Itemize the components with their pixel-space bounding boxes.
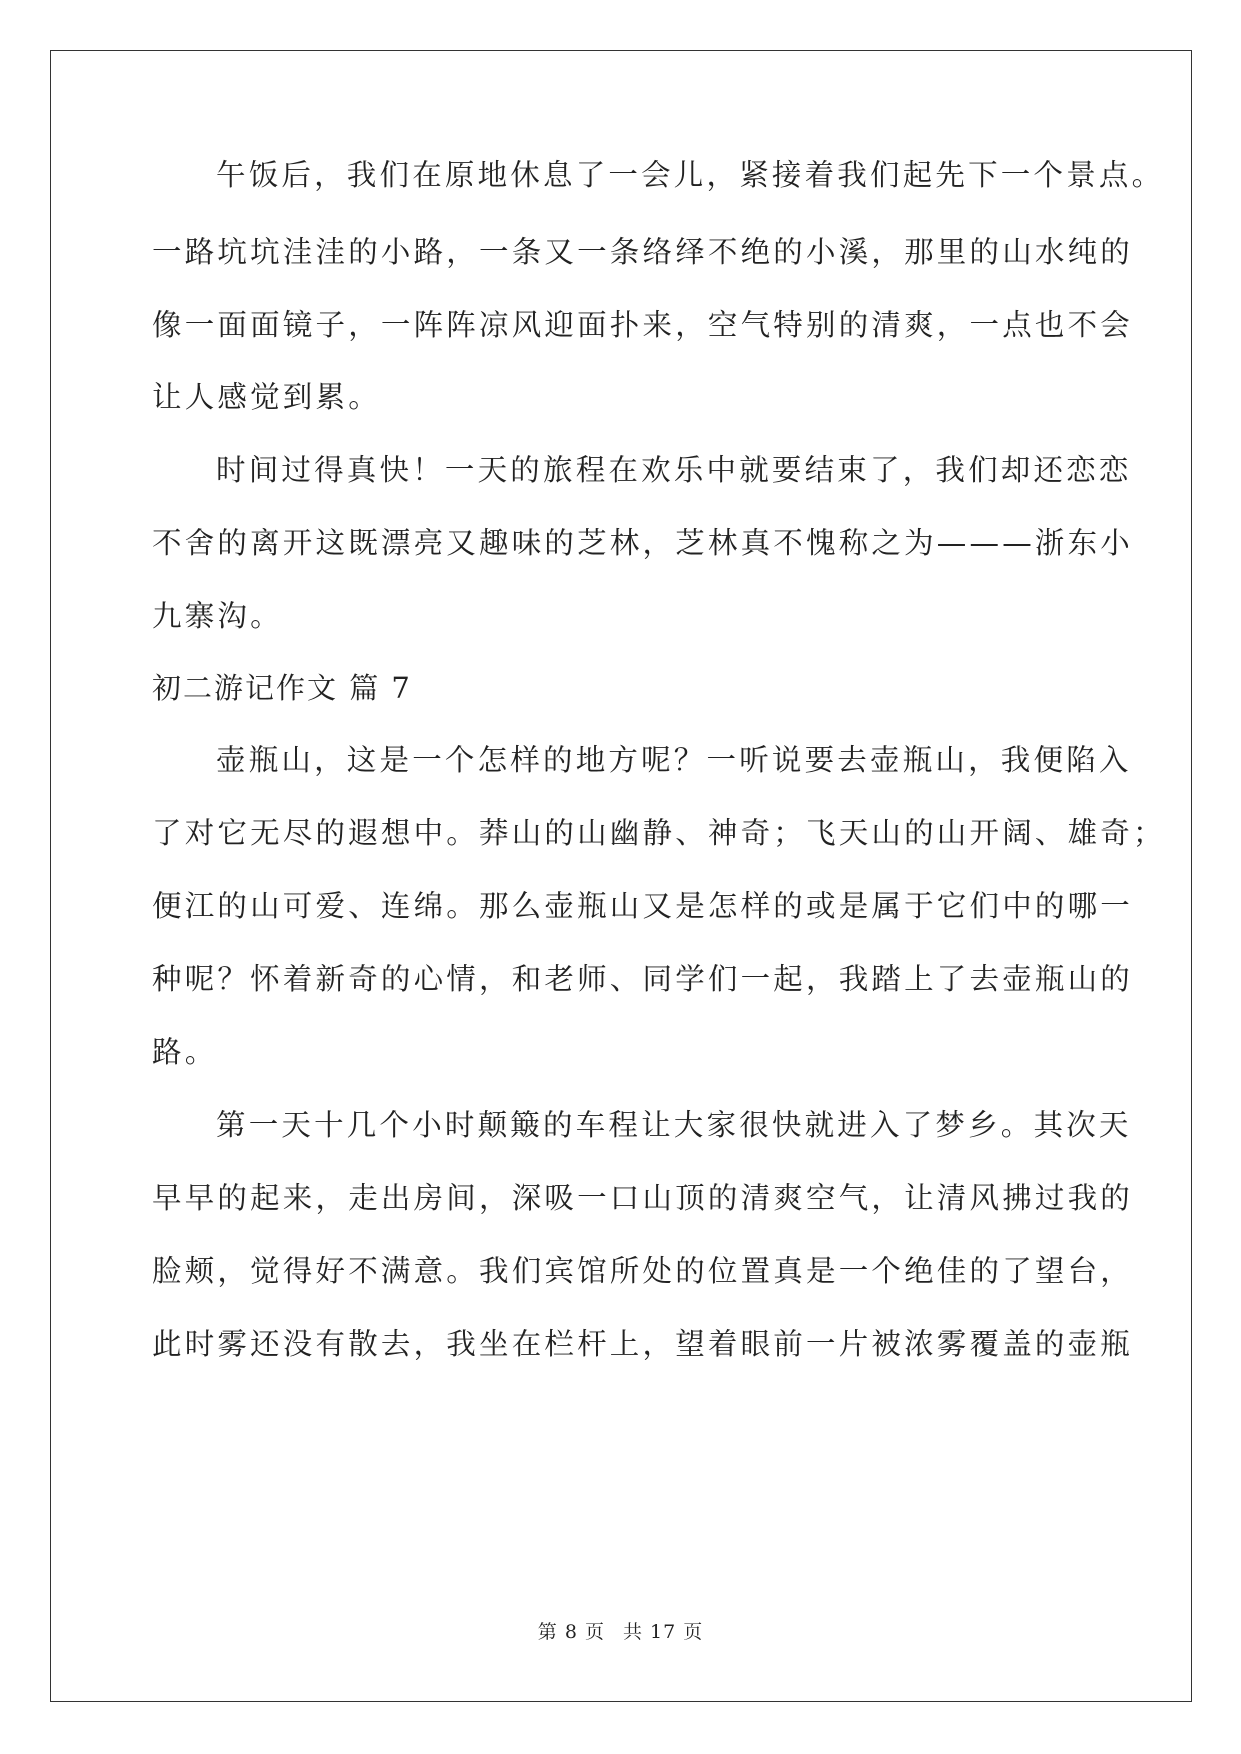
- paragraph-line: 像一面面镜子，一阵阵凉风迎面扑来，空气特别的清爽，一点也不会: [152, 308, 1134, 342]
- paragraph-line: 不舍的离开这既漂亮又趣味的芝林，芝林真不愧称之为———浙东小: [152, 526, 1134, 560]
- section-heading: 初二游记作文 篇 7: [152, 671, 412, 705]
- paragraph-line: 早早的起来，走出房间，深吸一口山顶的清爽空气，让清风拂过我的: [152, 1181, 1134, 1215]
- paragraph-line: 午饭后，我们在原地休息了一会儿，紧接着我们起先下一个景点。: [216, 158, 1165, 192]
- paragraph-line: 便江的山可爱、连绵。那么壶瓶山又是怎样的或是属于它们中的哪一: [152, 889, 1134, 923]
- page-number: 第 8 页: [537, 1621, 605, 1643]
- paragraph-line: 壶瓶山，这是一个怎样的地方呢？一听说要去壶瓶山，我便陷入: [216, 743, 1132, 777]
- paragraph-line: 九寨沟。: [152, 599, 283, 633]
- paragraph-line: 第一天十几个小时颠簸的车程让大家很快就进入了梦乡。其次天: [216, 1108, 1132, 1142]
- paragraph-line: 时间过得真快！一天的旅程在欢乐中就要结束了，我们却还恋恋: [216, 453, 1132, 487]
- page-footer: [0, 1617, 1241, 1644]
- total-pages: 共 17 页: [622, 1621, 704, 1643]
- paragraph-line: 路。: [152, 1035, 218, 1069]
- paragraph-line: 种呢？怀着新奇的心情，和老师、同学们一起，我踏上了去壶瓶山的: [152, 962, 1134, 996]
- paragraph-line: 脸颊，觉得好不满意。我们宾馆所处的位置真是一个绝佳的了望台，: [152, 1254, 1134, 1288]
- paragraph-line: 一路坑坑洼洼的小路，一条又一条络绎不绝的小溪，那里的山水纯的: [152, 235, 1134, 269]
- paragraph-line: 了对它无尽的遐想中。莽山的山幽静、神奇；飞天山的山开阔、雄奇；: [152, 816, 1166, 850]
- paragraph-line: 让人感觉到累。: [152, 380, 381, 414]
- page-border: [50, 50, 1192, 1702]
- paragraph-line: 此时雾还没有散去，我坐在栏杆上，望着眼前一片被浓雾覆盖的壶瓶: [152, 1327, 1134, 1361]
